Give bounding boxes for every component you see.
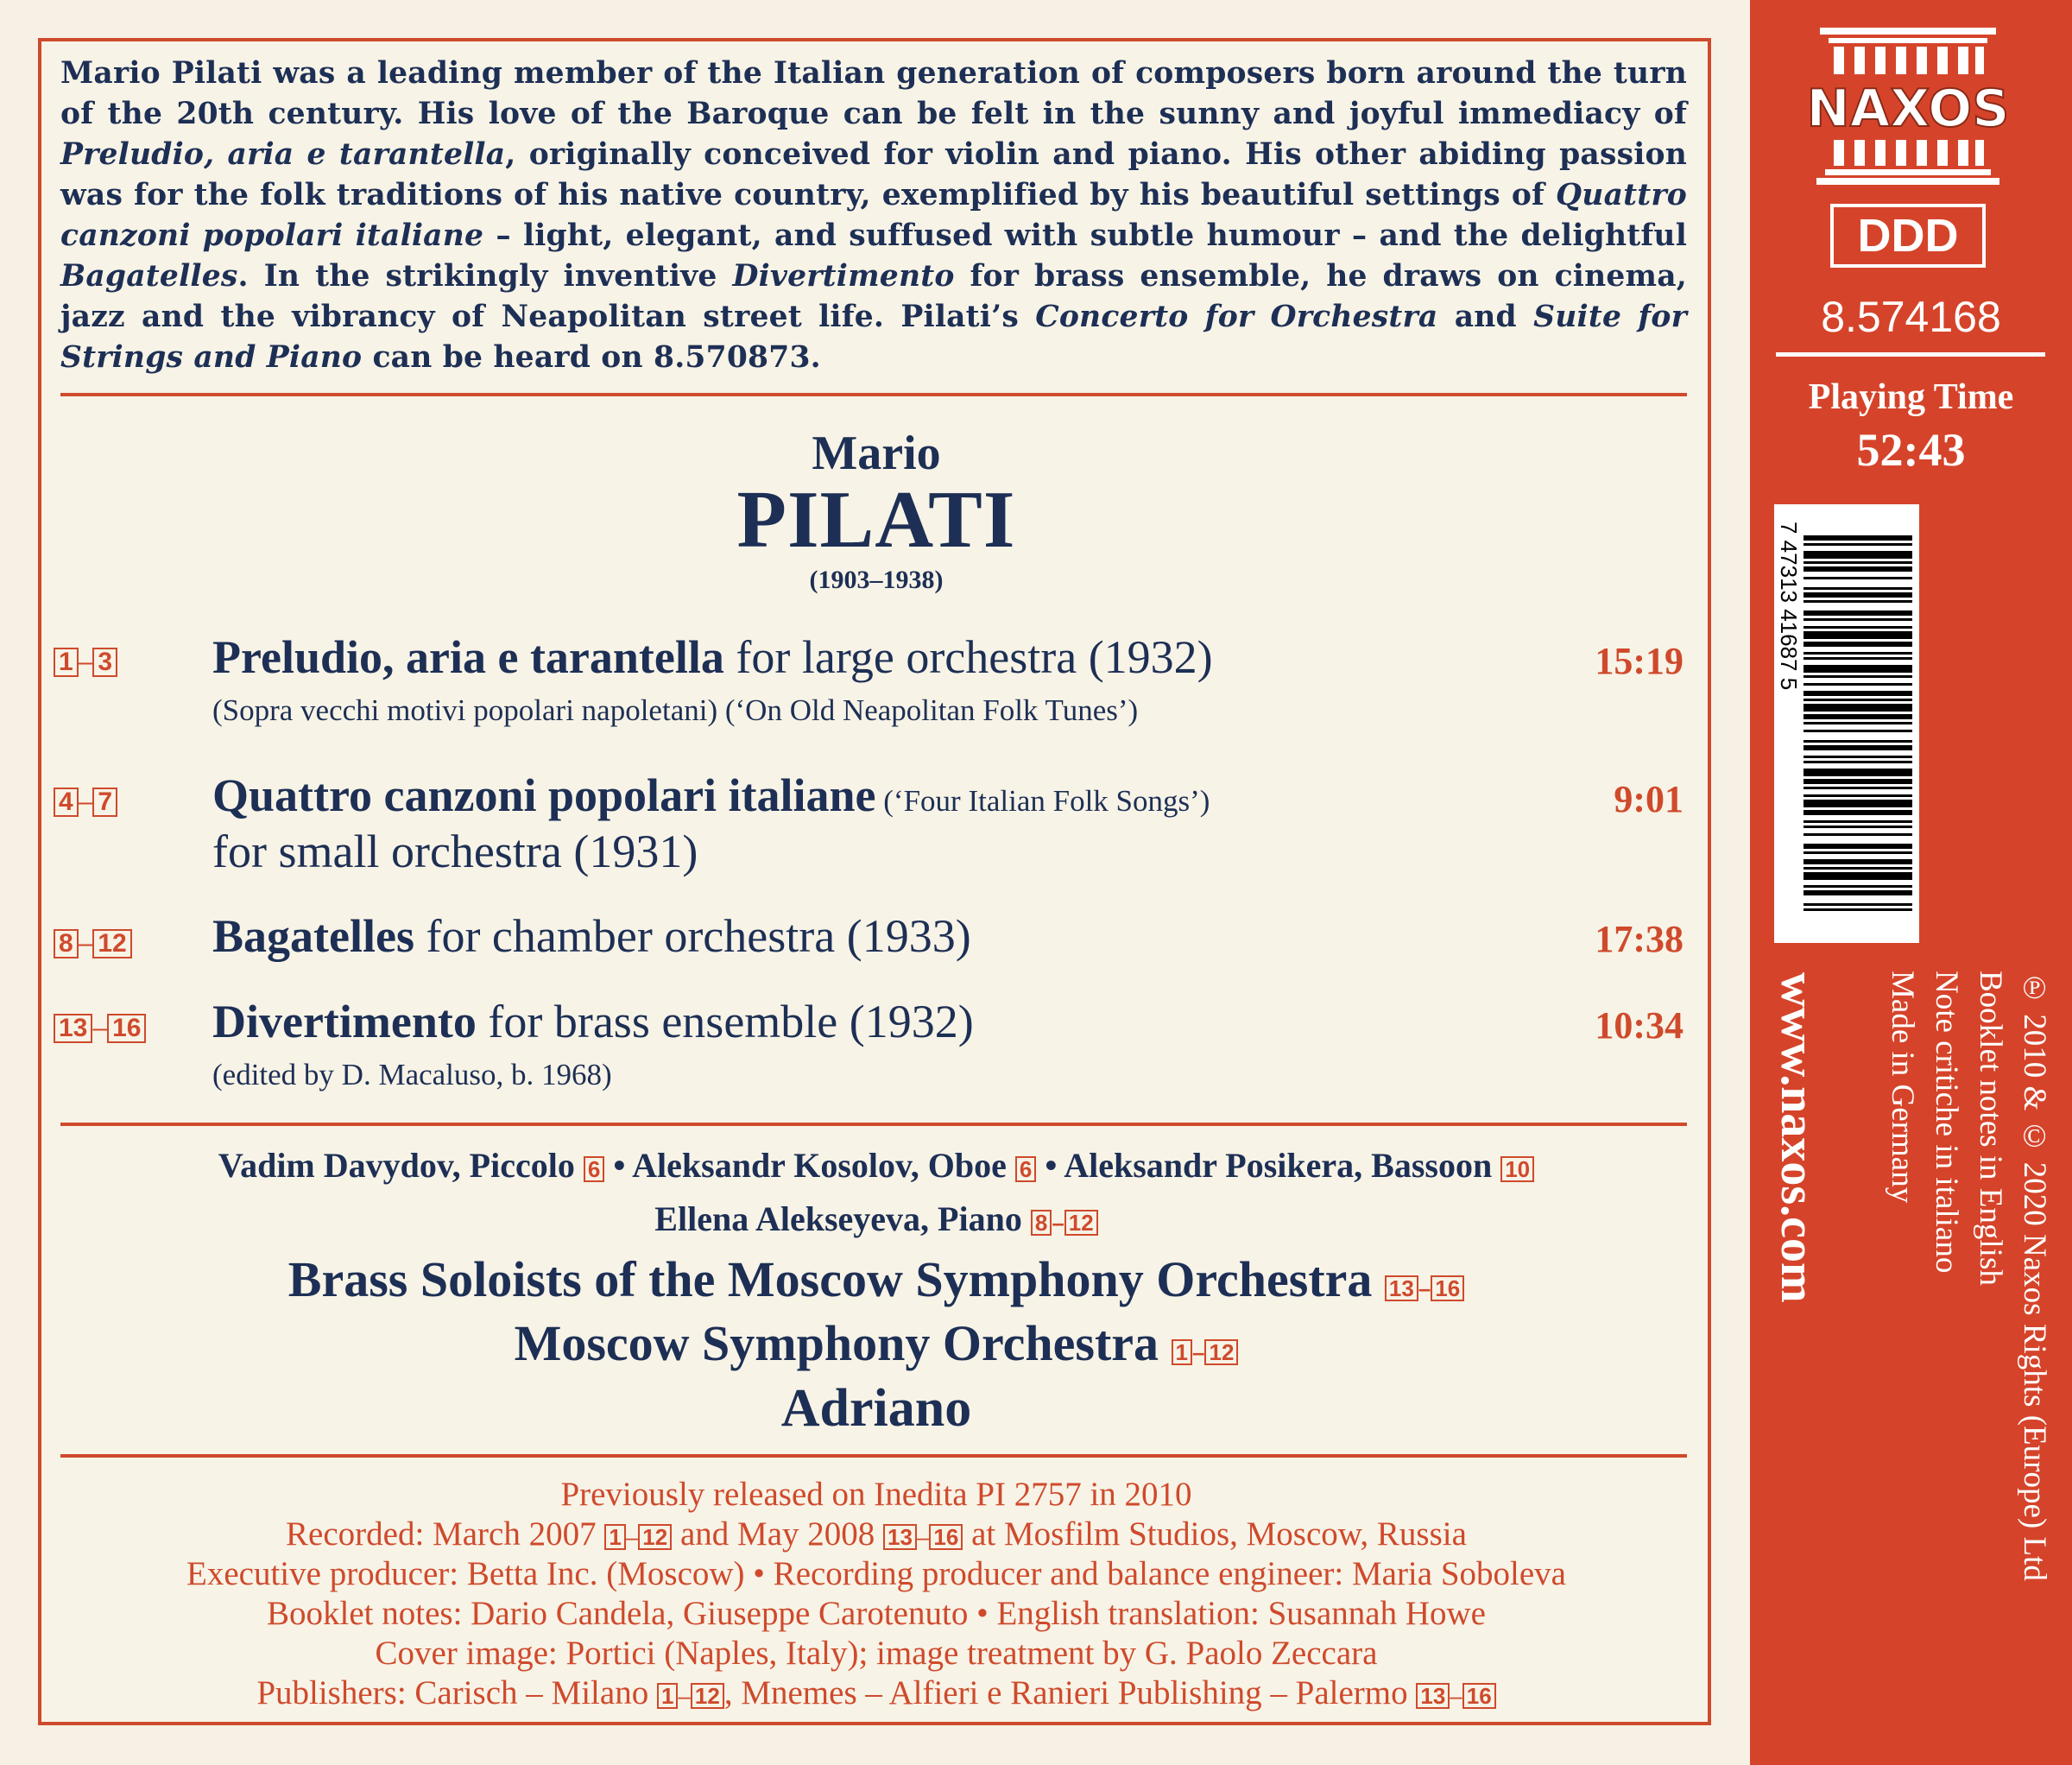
barcode-bar — [1804, 740, 1912, 743]
track-ref — [1015, 1156, 1036, 1182]
intro-work-title: Quattro canzoni popolari italiane — [60, 178, 1687, 253]
credit-text: at Mosfilm Studios, Moscow, Russia — [963, 1515, 1467, 1553]
track-number: 6 — [584, 1156, 604, 1182]
barcode-bar — [1804, 820, 1912, 823]
composer-first-name: Mario — [812, 427, 941, 480]
barcode-bar — [1804, 908, 1912, 911]
work-title: Quattro canzoni popolari italiane — [212, 769, 876, 821]
performer: Aleksandr Posikera, Bassoon — [1064, 1146, 1493, 1185]
barcode-bar — [1804, 683, 1912, 686]
intro-work-title: Divertimento — [732, 259, 955, 294]
barcode-bar — [1804, 787, 1912, 789]
credit-line — [0, 1673, 1753, 1716]
work-duration: 15:19 — [1595, 640, 1684, 682]
work-title-line — [212, 630, 1213, 684]
work-duration: 10:34 — [1595, 1004, 1684, 1047]
ddd-badge: DDD — [1830, 204, 1986, 268]
work-description: for brass ensemble (1932) — [476, 996, 974, 1047]
credit-line: Booklet notes: Dario Candela, Giuseppe Carotenuto • English translation: Susannah Howe — [267, 1595, 1486, 1632]
barcode-bar — [1804, 851, 1912, 854]
barcode-bar — [1804, 610, 1912, 616]
intro-work-title: Bagatelles — [60, 259, 238, 294]
credit-line: Executive producer: Betta Inc. (Moscow) • Recording producer and balance engineer: Maria Soboleva — [186, 1555, 1566, 1592]
barcode-bar — [1804, 903, 1912, 906]
barcode-bar — [1804, 890, 1912, 895]
track-sep: – — [1450, 1683, 1462, 1709]
track-sep: – — [1052, 1210, 1064, 1236]
barcode-bar — [1804, 867, 1912, 870]
playing-time: 52:43 — [1856, 424, 1966, 476]
track-number: 16 — [929, 1524, 963, 1550]
track-ref — [1172, 1339, 1239, 1365]
track-number: 16 — [1431, 1275, 1464, 1301]
barcode-bar — [1804, 810, 1912, 815]
track-number: 8 — [1031, 1210, 1052, 1236]
barcode-bar — [1804, 745, 1912, 750]
track-range — [54, 788, 117, 817]
legal-line: ℗ 2010 & © 2020 Naxos Rights (Europe) Ltd — [2017, 971, 2052, 1581]
track-number: 12 — [1064, 1210, 1098, 1236]
barcode-bar — [1804, 722, 1912, 724]
track-number: 1 — [604, 1524, 625, 1550]
track-sep: – — [1192, 1339, 1205, 1365]
performer: Aleksandr Kosolov, Oboe — [632, 1146, 1007, 1185]
barcode — [1774, 504, 1919, 943]
barcode-bar — [1804, 769, 1912, 776]
track-sep: – — [625, 1524, 639, 1550]
legal-line: Made in Germany — [1885, 971, 1920, 1204]
barcode-bar — [1804, 543, 1912, 546]
playing-time-label: Playing Time — [1808, 377, 2014, 417]
intro-text: – light, elegant, and suffused with subtle humour – and the delightful — [483, 218, 1687, 253]
legal-line: Note critiche in italiano — [1929, 971, 1964, 1274]
divider — [60, 393, 1687, 396]
barcode-bar — [1804, 704, 1912, 712]
composer-last-name: PILATI — [736, 475, 1016, 565]
track-number: 13 — [1416, 1683, 1450, 1709]
track-number: 16 — [107, 1014, 146, 1043]
barcode-bar — [1804, 600, 1912, 603]
work-title-line — [212, 769, 1210, 822]
barcode-bar — [1804, 587, 1912, 590]
ensemble: Brass Soloists of the Moscow Symphony Orchestra — [287, 1251, 1373, 1307]
barcode-bar — [1804, 699, 1912, 701]
intro-text: and — [1437, 300, 1534, 334]
work-title: Bagatelles — [212, 910, 414, 962]
barcode-bar — [1804, 872, 1912, 880]
orchestra-line — [0, 1314, 1753, 1372]
intro-text: for brass ensemble, he draws on cinema, jazz and the vibrancy of Neapolitan street life. Pilati’s — [60, 259, 1687, 334]
work-description: for chamber orchestra (1933) — [414, 910, 971, 962]
barcode-bar — [1804, 577, 1912, 579]
pianist-line — [0, 1199, 1753, 1239]
barcode-bar — [1804, 691, 1912, 696]
barcode-bar — [1804, 756, 1912, 758]
conductor: Adriano — [780, 1379, 972, 1438]
track-ref — [584, 1156, 604, 1182]
barcode-bar — [1804, 535, 1912, 541]
performer: Vadim Davydov, Piccolo — [218, 1146, 575, 1185]
barcode-bar — [1804, 551, 1912, 559]
intro-text: . In the strikingly inventive — [237, 259, 733, 294]
track-range — [54, 648, 117, 677]
intro-text: Mario Pilati was a leading member of the Italian generation of composers born around the turn of the 20th century. His love of the Baroque can be felt in the sunny and joyful immediacy of — [60, 56, 1687, 131]
performer: Ellena Alekseyeva, Piano — [654, 1199, 1022, 1238]
work-description-line: for small orchestra (1931) — [212, 826, 698, 877]
track-sep: – — [92, 1014, 108, 1042]
barcode-bar — [1804, 714, 1912, 719]
track-number: 12 — [638, 1524, 672, 1550]
website-url[interactable]: www.naxos.com — [1771, 972, 1824, 1303]
barcode-bars — [1774, 504, 1919, 943]
track-ref — [1385, 1275, 1464, 1301]
soloists-line — [0, 1145, 1753, 1186]
track-range — [54, 929, 132, 958]
intro-work-title: Suite for Strings and Piano — [60, 300, 1687, 375]
track-number: 13 — [1385, 1275, 1418, 1301]
ensemble: Moscow Symphony Orchestra — [514, 1315, 1159, 1371]
work-description: (‘Four Italian Folk Songs’) — [875, 784, 1210, 818]
track-number: 10 — [1500, 1156, 1534, 1182]
barcode-bar — [1804, 800, 1912, 807]
credit-text: , Mnemes – Alfieri e Ranieri Publishing – Palermo — [723, 1674, 1417, 1711]
barcode-bar — [1804, 657, 1912, 660]
barcode-bar — [1804, 626, 1912, 629]
track-sep: – — [78, 929, 93, 958]
barcode-bar — [1804, 642, 1912, 647]
work-subtitle: (Sopra vecchi motivi popolari napoletani) (‘On Old Neapolitan Folk Tunes’) — [212, 693, 1139, 727]
work-title: Divertimento — [212, 996, 477, 1047]
bullet: • — [1036, 1146, 1064, 1185]
work-title-line — [212, 995, 974, 1048]
barcode-bar — [1804, 561, 1912, 564]
catalog-number: 8.574168 — [1821, 293, 2001, 341]
credit-text: Publishers: Carisch – Milano — [256, 1674, 657, 1711]
work-title: Preludio, aria e tarantella — [212, 631, 724, 683]
track-number: 6 — [1015, 1156, 1036, 1182]
track-ref — [604, 1524, 672, 1550]
credit-line — [0, 1515, 1753, 1557]
barcode-bar — [1804, 566, 1912, 572]
credit-text: and May 2008 — [672, 1515, 884, 1553]
track-sep: – — [78, 648, 93, 676]
barcode-bar — [1804, 675, 1912, 678]
naxos-logo — [1804, 22, 2012, 187]
track-number: 13 — [54, 1014, 92, 1043]
credit-text: Recorded: March 2007 — [286, 1515, 605, 1553]
track-number: 3 — [92, 648, 117, 677]
barcode-bar — [1804, 592, 1912, 598]
track-sep: – — [916, 1524, 930, 1550]
track-number: 1 — [657, 1683, 678, 1709]
barcode-bar — [1804, 885, 1912, 888]
divider — [60, 1123, 1687, 1126]
track-number: 8 — [54, 929, 79, 958]
barcode-bar — [1804, 665, 1912, 673]
barcode-bar — [1804, 761, 1912, 763]
track-ref — [1500, 1156, 1534, 1182]
brass-ensemble-line — [0, 1250, 1753, 1308]
intro-work-title: Concerto for Orchestra — [1035, 300, 1438, 334]
barcode-bar — [1804, 844, 1912, 849]
barcode-bar — [1804, 779, 1912, 784]
work-subtitle: (edited by D. Macaluso, b. 1968) — [212, 1058, 612, 1091]
track-number: 16 — [1462, 1683, 1496, 1709]
track-number: 12 — [691, 1683, 724, 1709]
barcode-bar — [1804, 826, 1912, 828]
track-ref — [657, 1683, 724, 1709]
intro-text: can be heard on 8.570873. — [362, 340, 821, 375]
track-ref — [883, 1524, 963, 1550]
work-description: for large orchestra (1932) — [723, 631, 1213, 683]
barcode-bar — [1804, 730, 1912, 732]
intro-work-title: Preludio, aria e tarantella — [60, 137, 506, 172]
track-number: 12 — [92, 929, 131, 958]
composer-dates: (1903–1938) — [809, 566, 944, 594]
barcode-bar — [1804, 794, 1912, 797]
intro-text: , originally conceived for violin and piano. His other abiding passion was for the folk traditions of his native country, exemplified by his beautiful settings of — [60, 137, 1687, 212]
divider — [60, 1454, 1687, 1458]
intro-paragraph — [60, 54, 1687, 378]
legal-text — [1880, 971, 2056, 1581]
work-duration: 17:38 — [1595, 918, 1684, 960]
barcode-bar — [1804, 652, 1912, 655]
work-title-line — [212, 909, 971, 963]
barcode-bar — [1804, 859, 1912, 864]
track-ref — [1416, 1683, 1495, 1709]
track-number: 1 — [1172, 1339, 1192, 1365]
credit-line: Cover image: Portici (Naples, Italy); image treatment by G. Paolo Zeccara — [375, 1635, 1378, 1672]
logo-text: NAXOS — [1806, 79, 2010, 139]
legal-line: Booklet notes in English — [1973, 971, 2008, 1286]
track-number: 1 — [54, 648, 79, 677]
track-number: 7 — [92, 788, 117, 817]
barcode-digits: 7 47313 41687 5 — [1776, 522, 1802, 691]
credit-line: Previously released on Inedita PI 2757 in 2010 — [560, 1476, 1192, 1513]
track-number: 4 — [54, 788, 79, 817]
track-number: 13 — [883, 1524, 917, 1550]
barcode-bar — [1804, 631, 1912, 639]
track-sep: – — [78, 788, 93, 816]
track-range — [54, 1014, 146, 1043]
barcode-bar — [1804, 618, 1912, 621]
divider — [1776, 352, 2045, 357]
work-duration: 9:01 — [1614, 778, 1684, 820]
track-sep: – — [678, 1683, 691, 1709]
track-number: 12 — [1204, 1339, 1238, 1365]
track-ref — [1031, 1210, 1098, 1236]
track-sep: – — [1418, 1275, 1431, 1301]
barcode-bar — [1804, 833, 1912, 836]
bullet: • — [604, 1146, 633, 1185]
